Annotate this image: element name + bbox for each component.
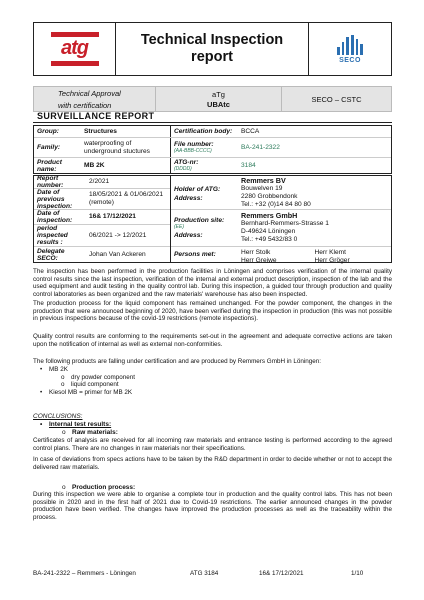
atg-label-text: ATG-nr: bbox=[174, 159, 199, 166]
conclusions-heading: CONCLUSIONS: bbox=[33, 413, 83, 420]
report-table bbox=[33, 175, 392, 263]
product-liquid: liquid component bbox=[71, 381, 119, 389]
report-right-col bbox=[171, 176, 391, 262]
inspection-date-label: Date of inspection: bbox=[37, 210, 73, 224]
paragraph-quality-control: Quality control results are conforming to the requirements set-out in the agreement and adequate corrective actions are taken upon the notification of internal as well as external non-conformities. bbox=[33, 333, 392, 348]
header-title-cell bbox=[116, 23, 309, 75]
table-row bbox=[34, 126, 391, 138]
title-divider bbox=[33, 122, 392, 123]
approval-line2: with certification bbox=[58, 101, 112, 110]
group-value: Structures bbox=[81, 126, 171, 137]
atg-logo bbox=[51, 32, 99, 66]
prev-label-line2: inspection: bbox=[37, 202, 73, 210]
table-row bbox=[34, 247, 170, 262]
production-process-text: Production process: bbox=[72, 484, 136, 491]
delegate-value: Johan Van Ackeren bbox=[89, 250, 146, 258]
approval-line1: Technical Approval bbox=[58, 89, 121, 98]
family-value bbox=[81, 138, 171, 157]
table-row bbox=[171, 247, 391, 262]
site-label: Production site: bbox=[174, 217, 225, 224]
file-value: BA-241-2322 bbox=[241, 143, 280, 151]
cert-label: Certification body: bbox=[174, 128, 233, 135]
family-label: Family: bbox=[37, 144, 61, 151]
family-value-line1: waterproofing of bbox=[84, 139, 132, 147]
site-address-line2: D-49624 Löningen bbox=[241, 228, 296, 235]
products-list bbox=[40, 366, 136, 396]
site-address-label: Address: bbox=[174, 232, 203, 239]
internal-results-text: Internal test results: bbox=[49, 421, 112, 428]
bullet-icon: • bbox=[40, 421, 43, 428]
production-process-heading bbox=[62, 484, 136, 491]
raw-materials-heading bbox=[62, 429, 118, 436]
seco-logo-cell bbox=[309, 23, 391, 75]
holder-value: Remmers BV bbox=[241, 175, 286, 185]
table-row bbox=[171, 210, 391, 247]
site-code: (EE) bbox=[174, 224, 184, 230]
report-header bbox=[33, 22, 392, 76]
table-row bbox=[34, 189, 170, 210]
footer-date: 16& 17/12/2021 bbox=[259, 570, 304, 577]
internal-results-heading bbox=[40, 421, 112, 428]
period-value: 06/2021 -> 12/2021 bbox=[89, 231, 147, 239]
person-2: Herr Klemt bbox=[314, 249, 347, 256]
period-label bbox=[34, 225, 86, 246]
group-label: Group: bbox=[37, 128, 59, 135]
cert-value: BCCA bbox=[241, 127, 260, 135]
file-code: (AA-BBB-CCCC) bbox=[174, 148, 212, 154]
person-1: Herr Stolk bbox=[241, 249, 271, 256]
table-row bbox=[34, 225, 170, 247]
list-item bbox=[40, 366, 135, 374]
address-label: Address: bbox=[174, 194, 203, 202]
table-row bbox=[34, 176, 170, 189]
report-left-col bbox=[34, 176, 171, 262]
file-label-text: File number: bbox=[174, 141, 214, 148]
person-4: Herr Gröger bbox=[314, 256, 350, 264]
list-item bbox=[49, 374, 135, 382]
table-row bbox=[34, 138, 391, 158]
persons-label: Persons met: bbox=[174, 251, 216, 258]
page-title-line2: report bbox=[191, 49, 233, 65]
circle-bullet-icon: o bbox=[61, 381, 65, 389]
table-row bbox=[34, 158, 391, 173]
product-kiesol: Kiesol MB = primer for MB 2K bbox=[49, 388, 133, 396]
holder-label-col bbox=[171, 176, 238, 209]
circle-bullet-icon: o bbox=[62, 429, 66, 436]
delegate-label: Delegate SECO: bbox=[37, 247, 65, 262]
approval-ubatc: UBAtc bbox=[207, 100, 230, 109]
paragraph-production-process: The production process for the liquid component has remained unchanged. For the powder component, the changes in the production that were announced beginning of 2020, have been verified during the inspection in production (this was not possible in previous inspections because of the covid-19 restrictions (remote inspections). bbox=[33, 300, 392, 323]
circle-bullet-icon: o bbox=[61, 373, 65, 381]
site-value-col bbox=[238, 210, 391, 246]
site-address-line1: Bernhard-Remmers-Strasse 1 bbox=[241, 220, 329, 227]
paragraph-production-tour: During this inspection we were able to organise a complete tour in production and the quality control labs. This has not been possible in 2020 and in the first half of 2021 due to Covid-19 restrictions. The earlier announced changes in the powder production have been verified. The changes have improved the production processes as well as the traceability within the process. bbox=[33, 491, 392, 521]
list-item bbox=[40, 388, 135, 397]
report-number-label: Report number: bbox=[37, 175, 64, 189]
approval-atg: aTg bbox=[212, 90, 225, 99]
approval-seco: SECO – CSTC bbox=[311, 94, 362, 104]
approval-body bbox=[156, 87, 282, 111]
period-label-line2: results : bbox=[37, 239, 63, 246]
report-number-value: 2/2021 bbox=[89, 178, 110, 185]
atg-logo-text: atg bbox=[61, 37, 88, 59]
approval-bar bbox=[33, 86, 392, 112]
bullet-icon: • bbox=[40, 388, 43, 396]
raw-materials-text: Raw materials: bbox=[72, 429, 118, 436]
seco-logo-text: SECO bbox=[339, 56, 361, 64]
report-table-body bbox=[34, 176, 391, 262]
prev-inspection-value bbox=[86, 189, 166, 209]
address-line3: Tel.: +32 (0)14 84 80 80 bbox=[241, 200, 311, 208]
atg-logo-cell bbox=[34, 23, 116, 75]
paragraph-deviations: In case of deviations from specs actions have to be taken by the R&D department in order to decide whether or not to accept the delivered raw materials. bbox=[33, 456, 392, 471]
atg-value: 3184 bbox=[241, 161, 256, 169]
family-value-line2: underground stuctures bbox=[84, 147, 150, 155]
paragraph-products-intro: The following products are falling under certification and are produced by Remmers GmbH in Löningen: bbox=[33, 358, 322, 365]
holder-value-col bbox=[238, 176, 391, 209]
atg-logo-bar-bottom bbox=[51, 61, 99, 66]
circle-bullet-icon: o bbox=[62, 484, 66, 491]
site-address-line3: Tel.: +49 5432/83 0 bbox=[241, 236, 298, 243]
site-value: Remmers GmbH bbox=[241, 211, 298, 220]
prev-value-line2: (remote) bbox=[89, 199, 114, 206]
site-label-col bbox=[171, 210, 238, 246]
inspection-date-value: 16& 17/12/2021 bbox=[89, 213, 136, 220]
prev-value-line1: 18/05/2021 & 01/06/2021 bbox=[89, 191, 164, 198]
prev-label-line1: Date of previous bbox=[37, 188, 65, 203]
person-3: Herr Greiwe bbox=[241, 256, 277, 264]
seco-logo-icon bbox=[337, 35, 363, 55]
report-title: SURVEILLANCE REPORT bbox=[37, 111, 155, 121]
approval-type bbox=[34, 87, 156, 111]
persons-value bbox=[238, 247, 391, 262]
address-line1: Bouwelven 19 bbox=[241, 184, 283, 192]
product-mb2k: MB 2K bbox=[49, 366, 68, 373]
prev-inspection-label bbox=[34, 189, 86, 209]
paragraph-raw-materials: Certificates of analysis are received for all incoming raw materials and entrance testing is performed according to the agreed control plans. There are no changes in raw materials nor their specifications. bbox=[33, 437, 392, 452]
paragraph-inspection-scope: The inspection has been performed in the production facilities in Löningen and comprises verification of the internal quality control results since the last inspection, verification of the internal and external product description, inspection of the lab and the used equipment and audit testing in the quality control lab. During this inspection, a guided tour through production and quality control laboratories as been organized and the raw materials' warehouse has also been inspected. bbox=[33, 268, 392, 298]
product-table bbox=[33, 125, 392, 174]
period-label-line1: period inspected bbox=[37, 225, 68, 239]
product-value: MB 2K bbox=[81, 158, 171, 173]
list-item bbox=[49, 381, 135, 389]
holder-label: Holder of ATG: bbox=[174, 185, 221, 193]
page-title-line1: Technical Inspection bbox=[140, 32, 284, 48]
footer-file: BA-241-2322 – Remmers - Löningen bbox=[33, 570, 136, 577]
product-label: Product name: bbox=[37, 158, 62, 173]
footer-atg: ATG 3184 bbox=[190, 570, 219, 577]
atg-code: (DDDD) bbox=[174, 166, 192, 172]
bullet-icon: • bbox=[40, 366, 43, 373]
file-label bbox=[171, 138, 238, 157]
page-footer bbox=[33, 570, 392, 580]
footer-page-number: 1/10 bbox=[351, 570, 364, 577]
address-line2: 2280 Grobbendonk bbox=[241, 192, 298, 200]
table-row bbox=[34, 210, 170, 225]
product-powder: dry powder component bbox=[71, 373, 136, 381]
table-row bbox=[171, 176, 391, 210]
atg-label bbox=[171, 158, 238, 173]
